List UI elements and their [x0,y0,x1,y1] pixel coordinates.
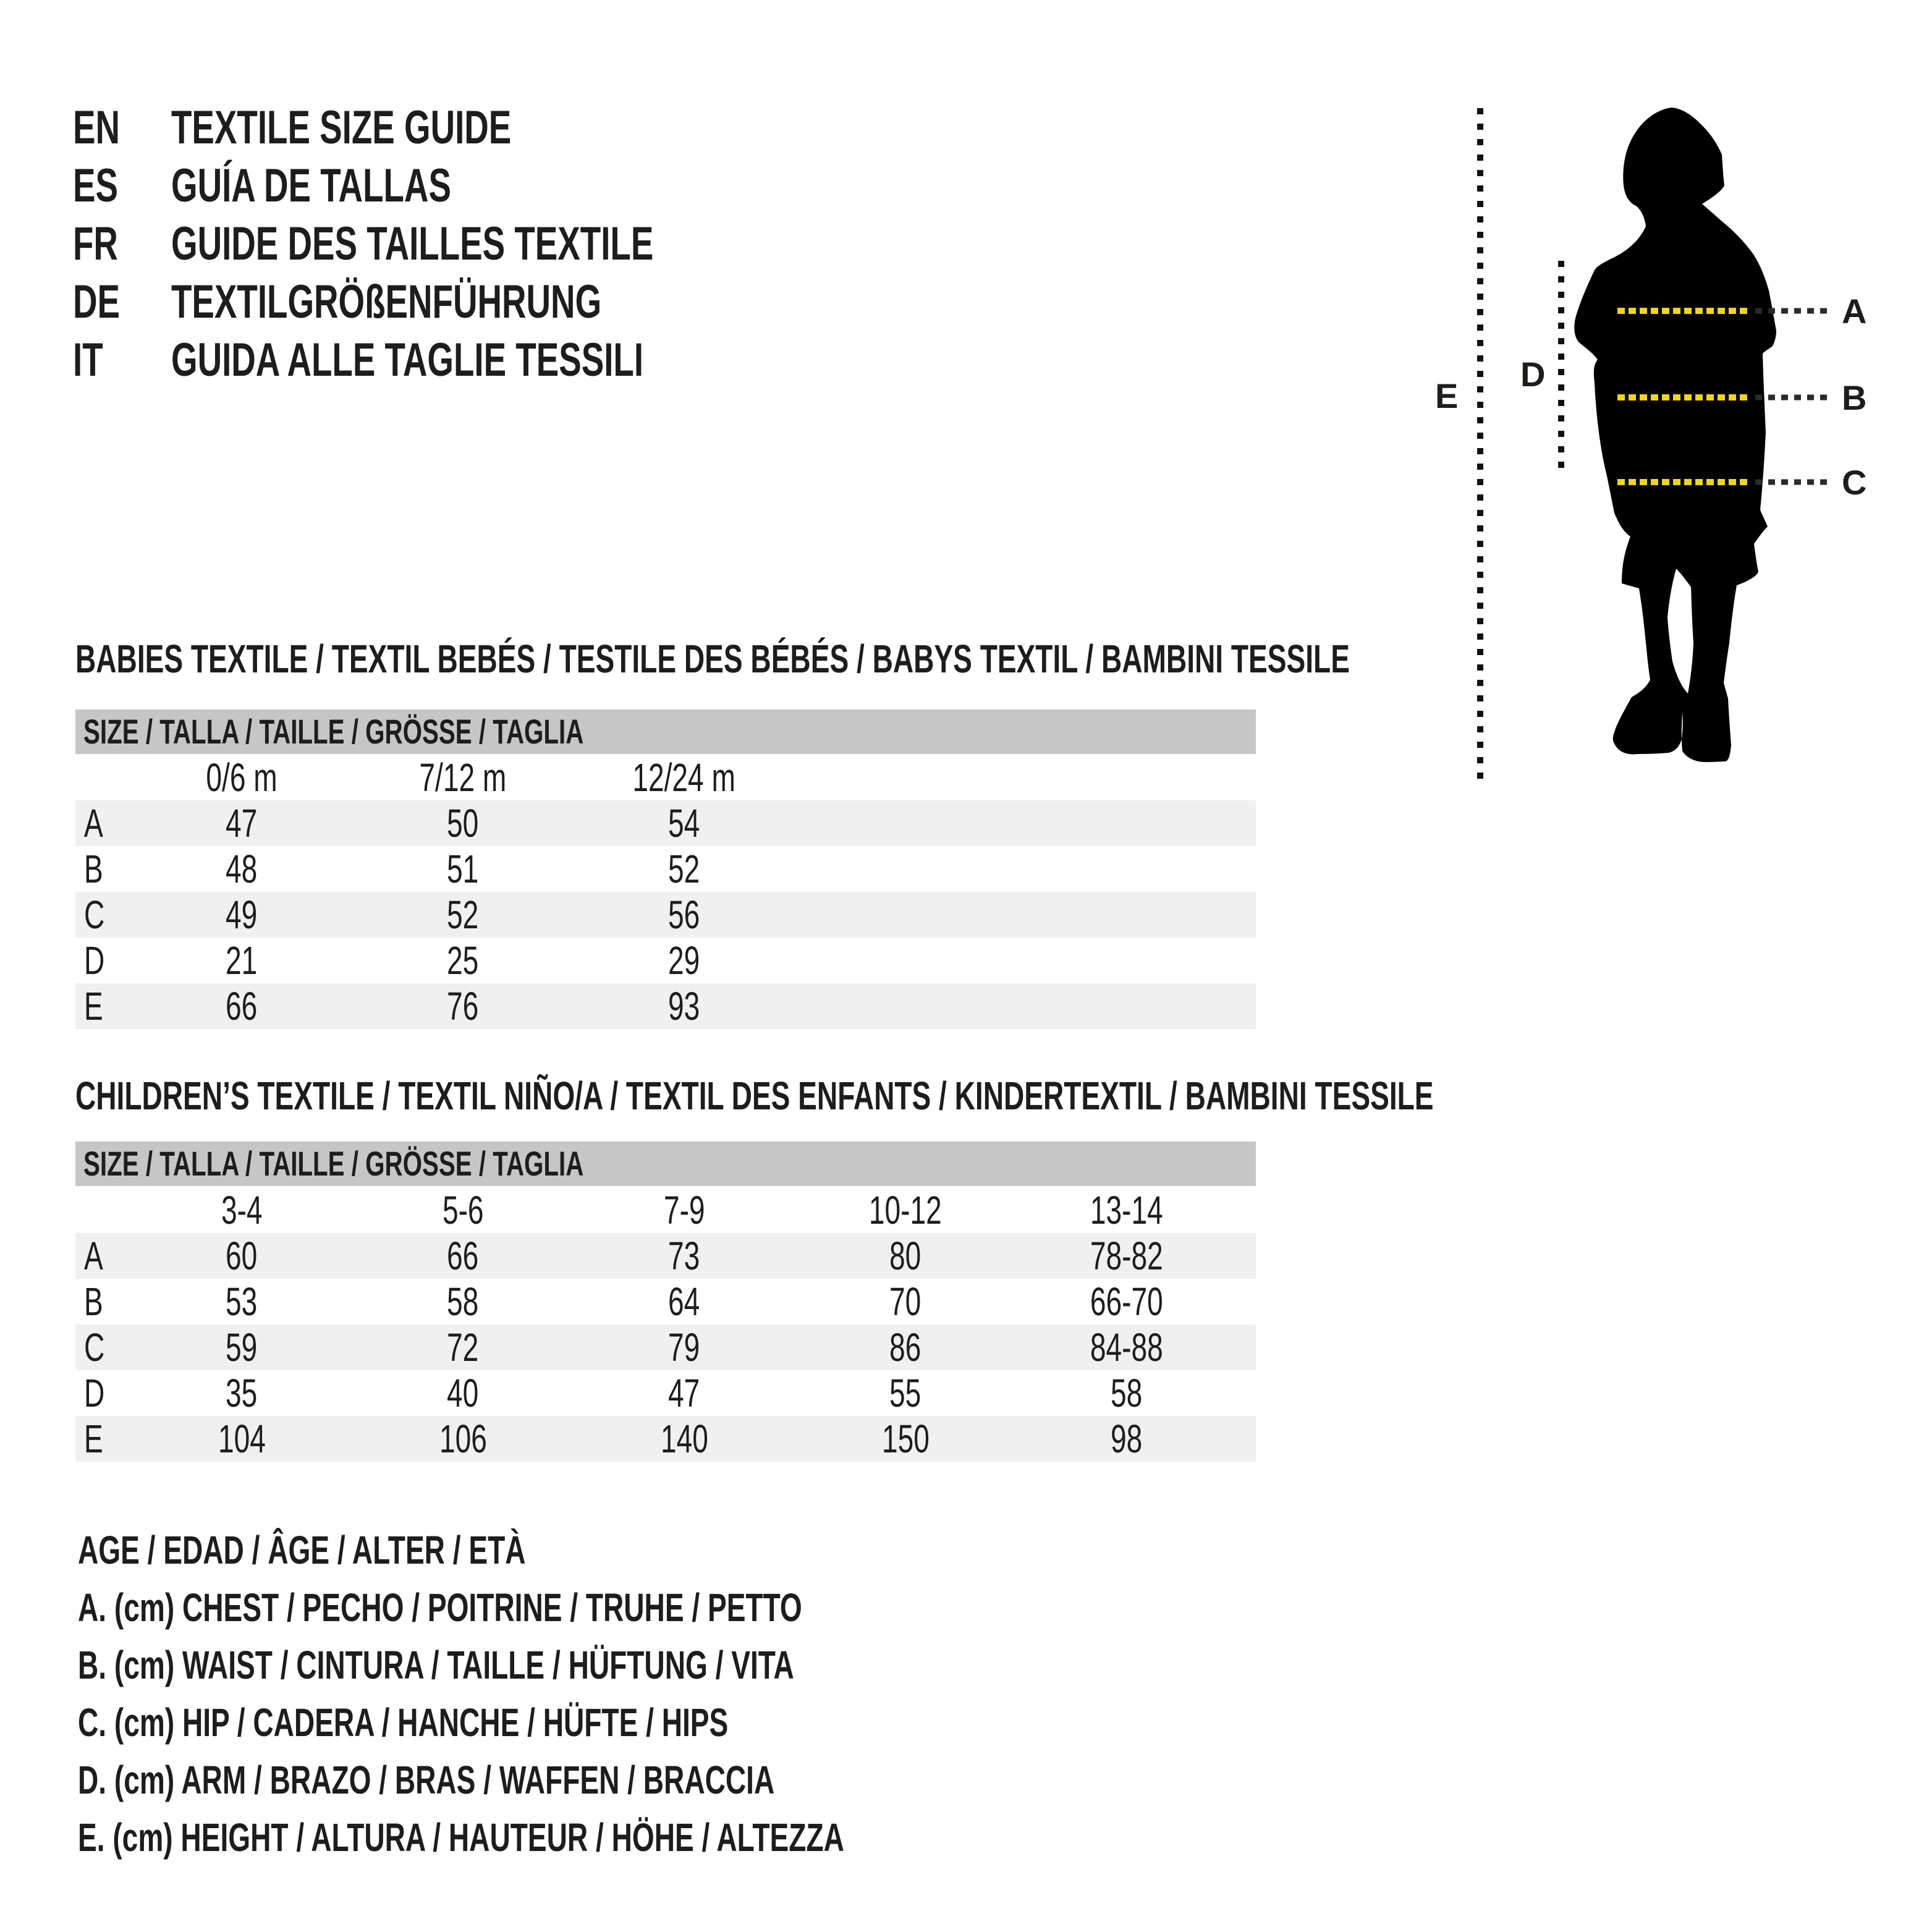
column-header-cell: 10-12 [869,1187,942,1232]
child-measurement-diagram [1409,74,1932,822]
value-cell: 49 [226,892,258,937]
measurement-legend [78,1522,1142,1866]
table-row [75,1233,1256,1279]
value-cell: 106 [439,1417,487,1461]
row-label-cell: A [84,1234,103,1278]
corner-cell [75,754,131,800]
value-cell: 40 [447,1371,479,1415]
column-header-cell: 7/12 m [419,755,507,800]
lang-code: IT [73,334,103,386]
value-cell: 140 [660,1417,708,1461]
children-column-header-row [75,1187,1256,1233]
lang-code: FR [73,218,118,270]
column-header-cell: 12/24 m [632,755,736,800]
legend-line-height: E. (cm) HEIGHT / ALTURA / HAUTEUR / HÖHE / ALTEZZA [78,1815,844,1860]
corner-cell [75,1187,131,1233]
table-row [75,1279,1256,1324]
measure-label-e: E [1435,376,1459,415]
lang-row-es [73,157,841,215]
babies-size-table [75,754,1256,1029]
babies-size-header-band: SIZE / TALLA / TAILLE / GRÖSSE / TAGLIA [75,710,1256,754]
value-cell: 50 [447,801,479,845]
value-cell: 47 [226,801,258,845]
value-cell: 79 [668,1325,700,1370]
row-label-cell: A [84,801,103,845]
value-cell: 55 [889,1371,922,1415]
value-cell: 66 [447,1234,479,1278]
row-label-cell: C [84,1325,105,1370]
language-header [73,99,841,389]
children-size-table [75,1187,1256,1462]
lang-title: GUIDA ALLE TAGLIE TESSILI [171,334,644,386]
lang-row-de [73,273,841,331]
lang-code: ES [73,159,119,212]
lang-title: TEXTILE SIZE GUIDE [171,101,512,154]
value-cell: 54 [668,801,700,845]
value-cell: 51 [447,847,479,891]
value-cell: 98 [1111,1417,1143,1461]
legend-line-chest: A. (cm) CHEST / PECHO / POITRINE / TRUHE / PETTO [78,1585,802,1630]
table-row [75,1370,1256,1416]
value-cell: 52 [668,847,700,891]
column-header-cell: 7-9 [663,1187,705,1232]
legend-line-age: AGE / EDAD / ÂGE / ALTER / ETÀ [78,1528,526,1572]
value-cell: 48 [226,847,258,891]
row-label-cell: D [84,1371,105,1415]
table-row [75,846,1256,892]
lang-title: TEXTILGRÖßENFÜHRUNG [171,276,602,328]
column-header-cell: 3-4 [221,1187,263,1232]
legend-line-hip: C. (cm) HIP / CADERA / HANCHE / HÜFTE / HIPS [78,1700,729,1745]
lang-title: GUIDE DES TAILLES TEXTILE [171,218,654,270]
row-label-cell: E [84,1417,103,1461]
value-cell: 52 [447,892,479,937]
lang-row-it [73,331,841,389]
column-header-cell: 5-6 [442,1187,484,1232]
lang-row-fr [73,215,841,273]
lang-title: GUÍA DE TALLAS [171,159,451,212]
lang-row-en [73,99,841,157]
row-label-cell: E [84,984,103,1028]
row-label-cell: B [84,847,103,891]
value-cell: 53 [226,1279,258,1324]
table-row [75,892,1256,938]
children-size-header-band: SIZE / TALLA / TAILLE / GRÖSSE / TAGLIA [75,1142,1256,1186]
lang-code: EN [73,101,121,154]
value-cell: 104 [218,1417,266,1461]
table-row [75,800,1256,846]
value-cell: 150 [881,1417,930,1461]
value-cell: 59 [226,1325,258,1370]
row-label-cell: D [84,938,105,983]
row-label-cell: B [84,1279,103,1324]
measure-label-a: A [1842,292,1867,331]
value-cell: 84-88 [1090,1325,1163,1370]
value-cell: 86 [889,1325,922,1370]
column-header-cell: 13-14 [1090,1187,1163,1232]
value-cell: 58 [1111,1371,1143,1415]
value-cell: 73 [668,1234,700,1278]
value-cell: 29 [668,938,700,983]
row-label-cell: C [84,892,105,937]
value-cell: 66-70 [1090,1279,1163,1324]
lang-code: DE [73,276,121,328]
value-cell: 25 [447,938,479,983]
value-cell: 70 [889,1279,922,1324]
value-cell: 66 [226,984,258,1028]
value-cell: 76 [447,984,479,1028]
table-row [75,983,1256,1029]
value-cell: 21 [226,938,258,983]
babies-column-header-row [75,754,1256,800]
value-cell: 47 [668,1371,700,1415]
value-cell: 64 [668,1279,700,1324]
legend-line-arm: D. (cm) ARM / BRAZO / BRAS / WAFFEN / BRACCIA [78,1758,775,1802]
value-cell: 78-82 [1090,1234,1163,1278]
table-row [75,1416,1256,1462]
babies-section-heading: BABIES TEXTILE / TEXTIL BEBÉS / TESTILE DES BÉBÉS / BABYS TEXTIL / BAMBINI TESSILE [75,637,1350,681]
value-cell: 72 [447,1325,479,1370]
value-cell: 93 [668,984,700,1028]
table-row [75,938,1256,983]
legend-line-waist: B. (cm) WAIST / CINTURA / TAILLE / HÜFTUNG / VITA [78,1643,794,1687]
table-row [75,1324,1256,1370]
measure-label-b: B [1842,378,1867,417]
column-header-cell: 0/6 m [206,755,278,800]
measure-label-c: C [1842,463,1867,502]
value-cell: 56 [668,892,700,937]
measure-label-d: D [1520,355,1546,394]
children-section-heading: CHILDREN’S TEXTILE / TEXTIL NIÑO/A / TEXTIL DES ENFANTS / KINDERTEXTIL / BAMBINI TESSILE [75,1074,1434,1118]
value-cell: 58 [447,1279,479,1324]
value-cell: 35 [226,1371,258,1415]
value-cell: 60 [226,1234,258,1278]
value-cell: 80 [889,1234,922,1278]
